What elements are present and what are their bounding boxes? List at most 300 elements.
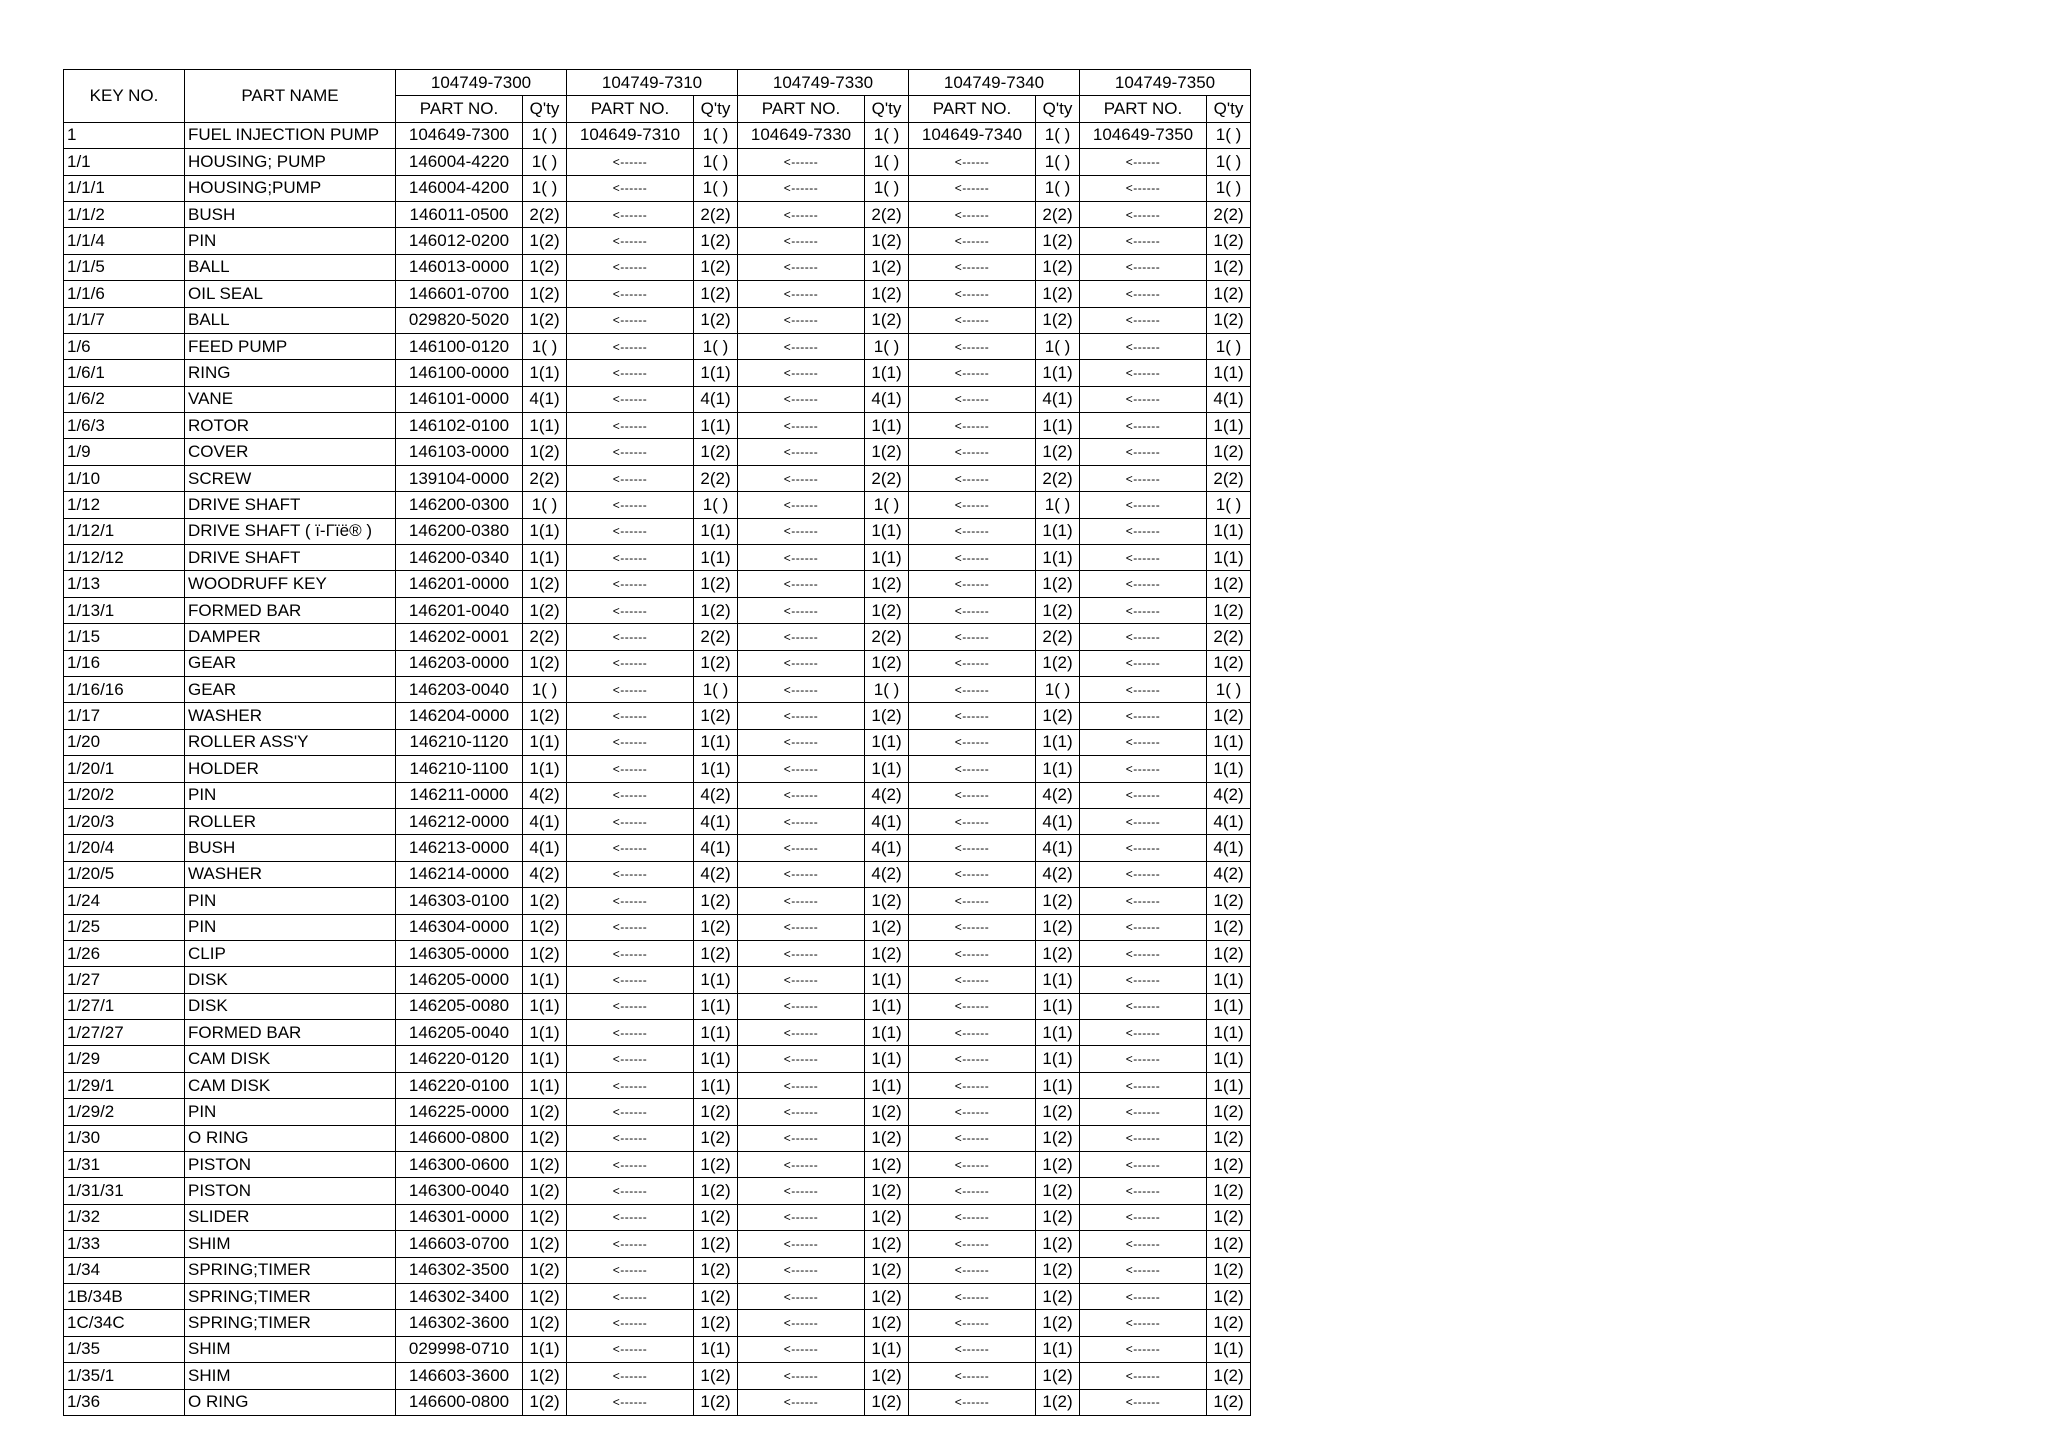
qty-cell: 1(1) xyxy=(523,518,567,544)
part-name-cell: SPRING;TIMER xyxy=(185,1257,396,1283)
part-no-cell: 146200-0340 xyxy=(396,545,523,571)
table-row xyxy=(64,333,1251,359)
part-name-cell: PIN xyxy=(185,914,396,940)
same-as-arrow: <------ xyxy=(738,360,865,386)
part-no-cell: 146203-0040 xyxy=(396,676,523,702)
qty-cell: 1(1) xyxy=(1036,756,1080,782)
same-as-arrow: <------ xyxy=(1080,782,1207,808)
table-row xyxy=(64,254,1251,280)
key-no-cell: 1/29/2 xyxy=(64,1099,185,1125)
same-as-arrow: <------ xyxy=(1080,914,1207,940)
qty-cell: 1(1) xyxy=(1207,729,1251,755)
table-row xyxy=(64,1283,1251,1309)
part-name-cell: BUSH xyxy=(185,201,396,227)
qty-cell: 1( ) xyxy=(1036,676,1080,702)
qty-cell: 1(2) xyxy=(1207,439,1251,465)
table-row xyxy=(64,1072,1251,1098)
part-name-cell: HOLDER xyxy=(185,756,396,782)
qty-cell: 1( ) xyxy=(694,333,738,359)
same-as-arrow: <------ xyxy=(909,1099,1036,1125)
qty-cell: 1(2) xyxy=(1036,439,1080,465)
key-no-cell: 1/13/1 xyxy=(64,597,185,623)
same-as-arrow: <------ xyxy=(1080,360,1207,386)
model-header: 104749-7350 xyxy=(1080,70,1251,96)
qty-cell: 4(2) xyxy=(523,782,567,808)
qty-cell: 1(2) xyxy=(1036,1283,1080,1309)
qty-cell: 1(2) xyxy=(865,1099,909,1125)
part-no-cell: 146300-0600 xyxy=(396,1152,523,1178)
qty-cell: 1(1) xyxy=(694,729,738,755)
key-no-cell: 1C/34C xyxy=(64,1310,185,1336)
qty-cell: 1(2) xyxy=(523,703,567,729)
qty-cell: 1(2) xyxy=(1207,571,1251,597)
qty-header: Q'ty xyxy=(1207,96,1251,122)
same-as-arrow: <------ xyxy=(1080,518,1207,544)
part-name-cell: SPRING;TIMER xyxy=(185,1283,396,1309)
qty-cell: 1(2) xyxy=(865,888,909,914)
key-no-cell: 1/1/6 xyxy=(64,281,185,307)
qty-cell: 1(2) xyxy=(1036,1152,1080,1178)
same-as-arrow: <------ xyxy=(1080,808,1207,834)
key-no-cell: 1/1/1 xyxy=(64,175,185,201)
qty-cell: 1(1) xyxy=(694,413,738,439)
qty-cell: 1(2) xyxy=(523,1152,567,1178)
same-as-arrow: <------ xyxy=(1080,1363,1207,1389)
qty-cell: 1(1) xyxy=(523,1072,567,1098)
part-name-cell: COVER xyxy=(185,439,396,465)
same-as-arrow: <------ xyxy=(567,545,694,571)
same-as-arrow: <------ xyxy=(738,967,865,993)
same-as-arrow: <------ xyxy=(567,993,694,1019)
qty-cell: 1(2) xyxy=(1207,254,1251,280)
qty-cell: 1(2) xyxy=(1036,1389,1080,1415)
qty-cell: 1(2) xyxy=(865,1310,909,1336)
qty-cell: 1(2) xyxy=(694,1152,738,1178)
table-row xyxy=(64,1363,1251,1389)
qty-cell: 4(2) xyxy=(1036,782,1080,808)
part-no-cell: 146210-1120 xyxy=(396,729,523,755)
qty-cell: 1(2) xyxy=(1036,888,1080,914)
same-as-arrow: <------ xyxy=(738,835,865,861)
qty-cell: 2(2) xyxy=(1207,465,1251,491)
key-no-cell: 1/10 xyxy=(64,465,185,491)
part-no-cell: 146102-0100 xyxy=(396,413,523,439)
qty-cell: 1(2) xyxy=(1036,1204,1080,1230)
qty-cell: 1( ) xyxy=(865,676,909,702)
same-as-arrow: <------ xyxy=(1080,333,1207,359)
qty-cell: 1(2) xyxy=(1036,254,1080,280)
same-as-arrow: <------ xyxy=(1080,1020,1207,1046)
part-name-cell: SCREW xyxy=(185,465,396,491)
qty-cell: 1(2) xyxy=(1207,650,1251,676)
same-as-arrow: <------ xyxy=(1080,676,1207,702)
same-as-arrow: <------ xyxy=(1080,1389,1207,1415)
same-as-arrow: <------ xyxy=(567,808,694,834)
qty-cell: 1(2) xyxy=(694,1257,738,1283)
qty-cell: 1( ) xyxy=(1036,149,1080,175)
table-row xyxy=(64,307,1251,333)
same-as-arrow: <------ xyxy=(909,571,1036,597)
table-row xyxy=(64,597,1251,623)
qty-cell: 1(1) xyxy=(1036,545,1080,571)
qty-cell: 1(2) xyxy=(694,1125,738,1151)
qty-cell: 1(2) xyxy=(1207,307,1251,333)
qty-cell: 1(1) xyxy=(523,967,567,993)
part-name-cell: PIN xyxy=(185,782,396,808)
table-row xyxy=(64,1152,1251,1178)
qty-cell: 4(1) xyxy=(1207,835,1251,861)
qty-cell: 1( ) xyxy=(523,175,567,201)
qty-cell: 1(2) xyxy=(865,1231,909,1257)
same-as-arrow: <------ xyxy=(1080,571,1207,597)
part-name-cell: HOUSING; PUMP xyxy=(185,149,396,175)
qty-cell: 1(2) xyxy=(1207,1178,1251,1204)
qty-cell: 1(1) xyxy=(694,1072,738,1098)
table-row xyxy=(64,967,1251,993)
same-as-arrow: <------ xyxy=(738,940,865,966)
part-no-header: PART NO. xyxy=(738,96,865,122)
qty-cell: 1(2) xyxy=(523,888,567,914)
part-name-cell: DAMPER xyxy=(185,624,396,650)
qty-cell: 1(2) xyxy=(694,703,738,729)
same-as-arrow: <------ xyxy=(909,465,1036,491)
part-name-cell: O RING xyxy=(185,1389,396,1415)
part-no-cell: 146205-0040 xyxy=(396,1020,523,1046)
part-no-cell: 146302-3500 xyxy=(396,1257,523,1283)
same-as-arrow: <------ xyxy=(1080,597,1207,623)
qty-cell: 2(2) xyxy=(1207,201,1251,227)
same-as-arrow: <------ xyxy=(567,492,694,518)
qty-cell: 1(1) xyxy=(694,1046,738,1072)
part-no-cell: 146004-4220 xyxy=(396,149,523,175)
qty-cell: 4(1) xyxy=(865,808,909,834)
qty-cell: 2(2) xyxy=(523,624,567,650)
same-as-arrow: <------ xyxy=(567,650,694,676)
table-row xyxy=(64,1178,1251,1204)
same-as-arrow: <------ xyxy=(567,914,694,940)
same-as-arrow: <------ xyxy=(738,333,865,359)
same-as-arrow: <------ xyxy=(909,1336,1036,1362)
qty-cell: 1(2) xyxy=(694,307,738,333)
same-as-arrow: <------ xyxy=(1080,729,1207,755)
key-no-cell: 1/26 xyxy=(64,940,185,966)
qty-cell: 1(1) xyxy=(865,967,909,993)
same-as-arrow: <------ xyxy=(567,1310,694,1336)
part-no-cell: 146603-3600 xyxy=(396,1363,523,1389)
part-name-header: PART NAME xyxy=(185,70,396,123)
table-row xyxy=(64,175,1251,201)
same-as-arrow: <------ xyxy=(567,1257,694,1283)
qty-cell: 1(2) xyxy=(523,228,567,254)
parts-table-body xyxy=(64,122,1251,1415)
same-as-arrow: <------ xyxy=(567,1020,694,1046)
same-as-arrow: <------ xyxy=(909,545,1036,571)
table-row xyxy=(64,1204,1251,1230)
table-row xyxy=(64,888,1251,914)
same-as-arrow: <------ xyxy=(738,1257,865,1283)
part-name-cell: ROLLER xyxy=(185,808,396,834)
same-as-arrow: <------ xyxy=(738,1099,865,1125)
part-name-cell: DISK xyxy=(185,993,396,1019)
same-as-arrow: <------ xyxy=(738,201,865,227)
qty-cell: 1(2) xyxy=(1036,597,1080,623)
part-name-cell: ROTOR xyxy=(185,413,396,439)
same-as-arrow: <------ xyxy=(1080,703,1207,729)
qty-cell: 1(1) xyxy=(523,413,567,439)
same-as-arrow: <------ xyxy=(567,1231,694,1257)
part-no-cell: 146202-0001 xyxy=(396,624,523,650)
part-name-cell: ROLLER ASS'Y xyxy=(185,729,396,755)
part-no-header: PART NO. xyxy=(396,96,523,122)
header-row-models xyxy=(64,70,1251,96)
qty-cell: 1(2) xyxy=(1036,571,1080,597)
qty-cell: 1(2) xyxy=(523,1204,567,1230)
qty-cell: 1(1) xyxy=(523,729,567,755)
qty-cell: 1(2) xyxy=(865,1178,909,1204)
key-no-cell: 1/12/1 xyxy=(64,518,185,544)
qty-cell: 2(2) xyxy=(523,201,567,227)
same-as-arrow: <------ xyxy=(1080,175,1207,201)
qty-cell: 1(1) xyxy=(1036,518,1080,544)
same-as-arrow: <------ xyxy=(738,413,865,439)
qty-cell: 1(2) xyxy=(865,1389,909,1415)
part-name-cell: PIN xyxy=(185,888,396,914)
same-as-arrow: <------ xyxy=(909,914,1036,940)
table-row xyxy=(64,122,1251,148)
qty-cell: 4(1) xyxy=(694,835,738,861)
part-no-cell: 146203-0000 xyxy=(396,650,523,676)
same-as-arrow: <------ xyxy=(1080,201,1207,227)
qty-cell: 2(2) xyxy=(865,201,909,227)
same-as-arrow: <------ xyxy=(1080,465,1207,491)
same-as-arrow: <------ xyxy=(738,597,865,623)
table-row xyxy=(64,281,1251,307)
part-name-cell: PISTON xyxy=(185,1178,396,1204)
qty-cell: 1(1) xyxy=(1207,967,1251,993)
qty-cell: 1(2) xyxy=(523,281,567,307)
same-as-arrow: <------ xyxy=(909,1072,1036,1098)
qty-cell: 1(1) xyxy=(523,1336,567,1362)
qty-cell: 1(2) xyxy=(1207,888,1251,914)
part-name-cell: BUSH xyxy=(185,835,396,861)
qty-cell: 1(2) xyxy=(523,650,567,676)
part-no-cell: 146305-0000 xyxy=(396,940,523,966)
qty-cell: 1(2) xyxy=(694,1310,738,1336)
qty-cell: 1(1) xyxy=(865,360,909,386)
table-row xyxy=(64,1020,1251,1046)
same-as-arrow: <------ xyxy=(738,729,865,755)
qty-cell: 1(2) xyxy=(865,597,909,623)
same-as-arrow: <------ xyxy=(738,492,865,518)
qty-cell: 1(1) xyxy=(523,993,567,1019)
table-row xyxy=(64,914,1251,940)
same-as-arrow: <------ xyxy=(1080,281,1207,307)
key-no-cell: 1/15 xyxy=(64,624,185,650)
qty-cell: 1( ) xyxy=(1207,175,1251,201)
qty-cell: 1(1) xyxy=(1207,413,1251,439)
key-no-cell: 1/27/1 xyxy=(64,993,185,1019)
qty-cell: 1( ) xyxy=(1207,492,1251,518)
qty-cell: 1(1) xyxy=(1036,413,1080,439)
qty-cell: 1(2) xyxy=(523,254,567,280)
qty-cell: 1(1) xyxy=(523,545,567,571)
part-no-cell: 146013-0000 xyxy=(396,254,523,280)
part-name-cell: PISTON xyxy=(185,1152,396,1178)
qty-header: Q'ty xyxy=(865,96,909,122)
qty-cell: 4(2) xyxy=(865,782,909,808)
qty-cell: 4(1) xyxy=(523,386,567,412)
qty-cell: 1( ) xyxy=(694,492,738,518)
key-no-cell: 1/20/4 xyxy=(64,835,185,861)
table-row xyxy=(64,386,1251,412)
qty-cell: 1(1) xyxy=(1036,360,1080,386)
qty-cell: 1(1) xyxy=(694,1336,738,1362)
same-as-arrow: <------ xyxy=(1080,756,1207,782)
key-no-cell: 1/35 xyxy=(64,1336,185,1362)
qty-cell: 4(1) xyxy=(694,386,738,412)
key-no-cell: 1/24 xyxy=(64,888,185,914)
same-as-arrow: <------ xyxy=(567,1283,694,1309)
same-as-arrow: <------ xyxy=(1080,1231,1207,1257)
key-no-cell: 1/35/1 xyxy=(64,1363,185,1389)
qty-cell: 1(1) xyxy=(865,756,909,782)
same-as-arrow: <------ xyxy=(909,835,1036,861)
qty-cell: 1(2) xyxy=(865,914,909,940)
qty-cell: 1(2) xyxy=(694,914,738,940)
same-as-arrow: <------ xyxy=(567,835,694,861)
qty-cell: 1(1) xyxy=(1207,1072,1251,1098)
qty-cell: 4(1) xyxy=(523,808,567,834)
same-as-arrow: <------ xyxy=(909,861,1036,887)
qty-cell: 1(2) xyxy=(694,1099,738,1125)
key-no-cell: 1/1 xyxy=(64,149,185,175)
same-as-arrow: <------ xyxy=(909,703,1036,729)
qty-cell: 1(1) xyxy=(694,756,738,782)
same-as-arrow: <------ xyxy=(738,1283,865,1309)
qty-cell: 4(2) xyxy=(694,782,738,808)
qty-cell: 1(1) xyxy=(865,1072,909,1098)
qty-cell: 1(1) xyxy=(865,545,909,571)
qty-cell: 1(2) xyxy=(865,703,909,729)
qty-cell: 4(1) xyxy=(694,808,738,834)
same-as-arrow: <------ xyxy=(567,1072,694,1098)
qty-cell: 1( ) xyxy=(523,676,567,702)
same-as-arrow: <------ xyxy=(738,808,865,834)
same-as-arrow: <------ xyxy=(738,1178,865,1204)
qty-cell: 1(2) xyxy=(523,1283,567,1309)
same-as-arrow: <------ xyxy=(567,940,694,966)
key-no-cell: 1/6 xyxy=(64,333,185,359)
same-as-arrow: <------ xyxy=(738,254,865,280)
qty-cell: 1(2) xyxy=(1207,281,1251,307)
qty-cell: 1(2) xyxy=(523,1099,567,1125)
table-row xyxy=(64,149,1251,175)
same-as-arrow: <------ xyxy=(567,254,694,280)
part-no-cell: 029998-0710 xyxy=(396,1336,523,1362)
qty-cell: 1(2) xyxy=(694,1283,738,1309)
same-as-arrow: <------ xyxy=(1080,492,1207,518)
qty-cell: 1( ) xyxy=(865,149,909,175)
same-as-arrow: <------ xyxy=(1080,413,1207,439)
qty-cell: 1(2) xyxy=(1207,1099,1251,1125)
qty-cell: 1(2) xyxy=(865,650,909,676)
qty-cell: 1(2) xyxy=(523,571,567,597)
qty-cell: 2(2) xyxy=(865,624,909,650)
qty-cell: 4(1) xyxy=(1036,386,1080,412)
part-no-cell: 146302-3600 xyxy=(396,1310,523,1336)
qty-cell: 1( ) xyxy=(865,175,909,201)
same-as-arrow: <------ xyxy=(1080,1204,1207,1230)
qty-cell: 1(1) xyxy=(1207,1336,1251,1362)
qty-cell: 1(2) xyxy=(694,281,738,307)
qty-cell: 1(1) xyxy=(1207,1046,1251,1072)
same-as-arrow: <------ xyxy=(567,729,694,755)
same-as-arrow: <------ xyxy=(1080,1125,1207,1151)
key-no-cell: 1/1/5 xyxy=(64,254,185,280)
part-name-cell: WOODRUFF KEY xyxy=(185,571,396,597)
table-row xyxy=(64,201,1251,227)
qty-cell: 1(1) xyxy=(1036,729,1080,755)
key-no-cell: 1/12 xyxy=(64,492,185,518)
qty-cell: 1(1) xyxy=(1036,1020,1080,1046)
same-as-arrow: <------ xyxy=(1080,967,1207,993)
qty-cell: 1( ) xyxy=(523,492,567,518)
same-as-arrow: <------ xyxy=(567,439,694,465)
qty-cell: 1( ) xyxy=(1036,492,1080,518)
same-as-arrow: <------ xyxy=(1080,888,1207,914)
part-no-cell: 146100-0120 xyxy=(396,333,523,359)
qty-cell: 1(2) xyxy=(523,1125,567,1151)
part-no-cell: 146210-1100 xyxy=(396,756,523,782)
qty-header: Q'ty xyxy=(694,96,738,122)
same-as-arrow: <------ xyxy=(738,914,865,940)
qty-cell: 1( ) xyxy=(1036,175,1080,201)
same-as-arrow: <------ xyxy=(1080,1046,1207,1072)
key-no-cell: 1/32 xyxy=(64,1204,185,1230)
table-row xyxy=(64,360,1251,386)
qty-cell: 1(2) xyxy=(694,597,738,623)
same-as-arrow: <------ xyxy=(909,492,1036,518)
same-as-arrow: <------ xyxy=(738,1231,865,1257)
part-name-cell: WASHER xyxy=(185,703,396,729)
same-as-arrow: <------ xyxy=(909,175,1036,201)
qty-cell: 4(2) xyxy=(1207,861,1251,887)
same-as-arrow: <------ xyxy=(909,967,1036,993)
key-no-cell: 1/1/2 xyxy=(64,201,185,227)
same-as-arrow: <------ xyxy=(909,756,1036,782)
key-no-cell: 1/9 xyxy=(64,439,185,465)
table-row xyxy=(64,808,1251,834)
qty-cell: 1(2) xyxy=(1036,1099,1080,1125)
qty-cell: 1(1) xyxy=(1207,993,1251,1019)
part-no-cell: 146220-0120 xyxy=(396,1046,523,1072)
same-as-arrow: <------ xyxy=(567,333,694,359)
part-no-cell: 146212-0000 xyxy=(396,808,523,834)
same-as-arrow: <------ xyxy=(909,1204,1036,1230)
qty-cell: 1(1) xyxy=(865,729,909,755)
qty-cell: 1(2) xyxy=(865,439,909,465)
same-as-arrow: <------ xyxy=(567,281,694,307)
same-as-arrow: <------ xyxy=(567,1336,694,1362)
qty-cell: 1(2) xyxy=(1207,703,1251,729)
table-row xyxy=(64,571,1251,597)
qty-cell: 4(1) xyxy=(865,386,909,412)
same-as-arrow: <------ xyxy=(738,624,865,650)
same-as-arrow: <------ xyxy=(909,888,1036,914)
part-name-cell: PIN xyxy=(185,228,396,254)
part-no-cell: 146220-0100 xyxy=(396,1072,523,1098)
key-no-cell: 1/6/3 xyxy=(64,413,185,439)
